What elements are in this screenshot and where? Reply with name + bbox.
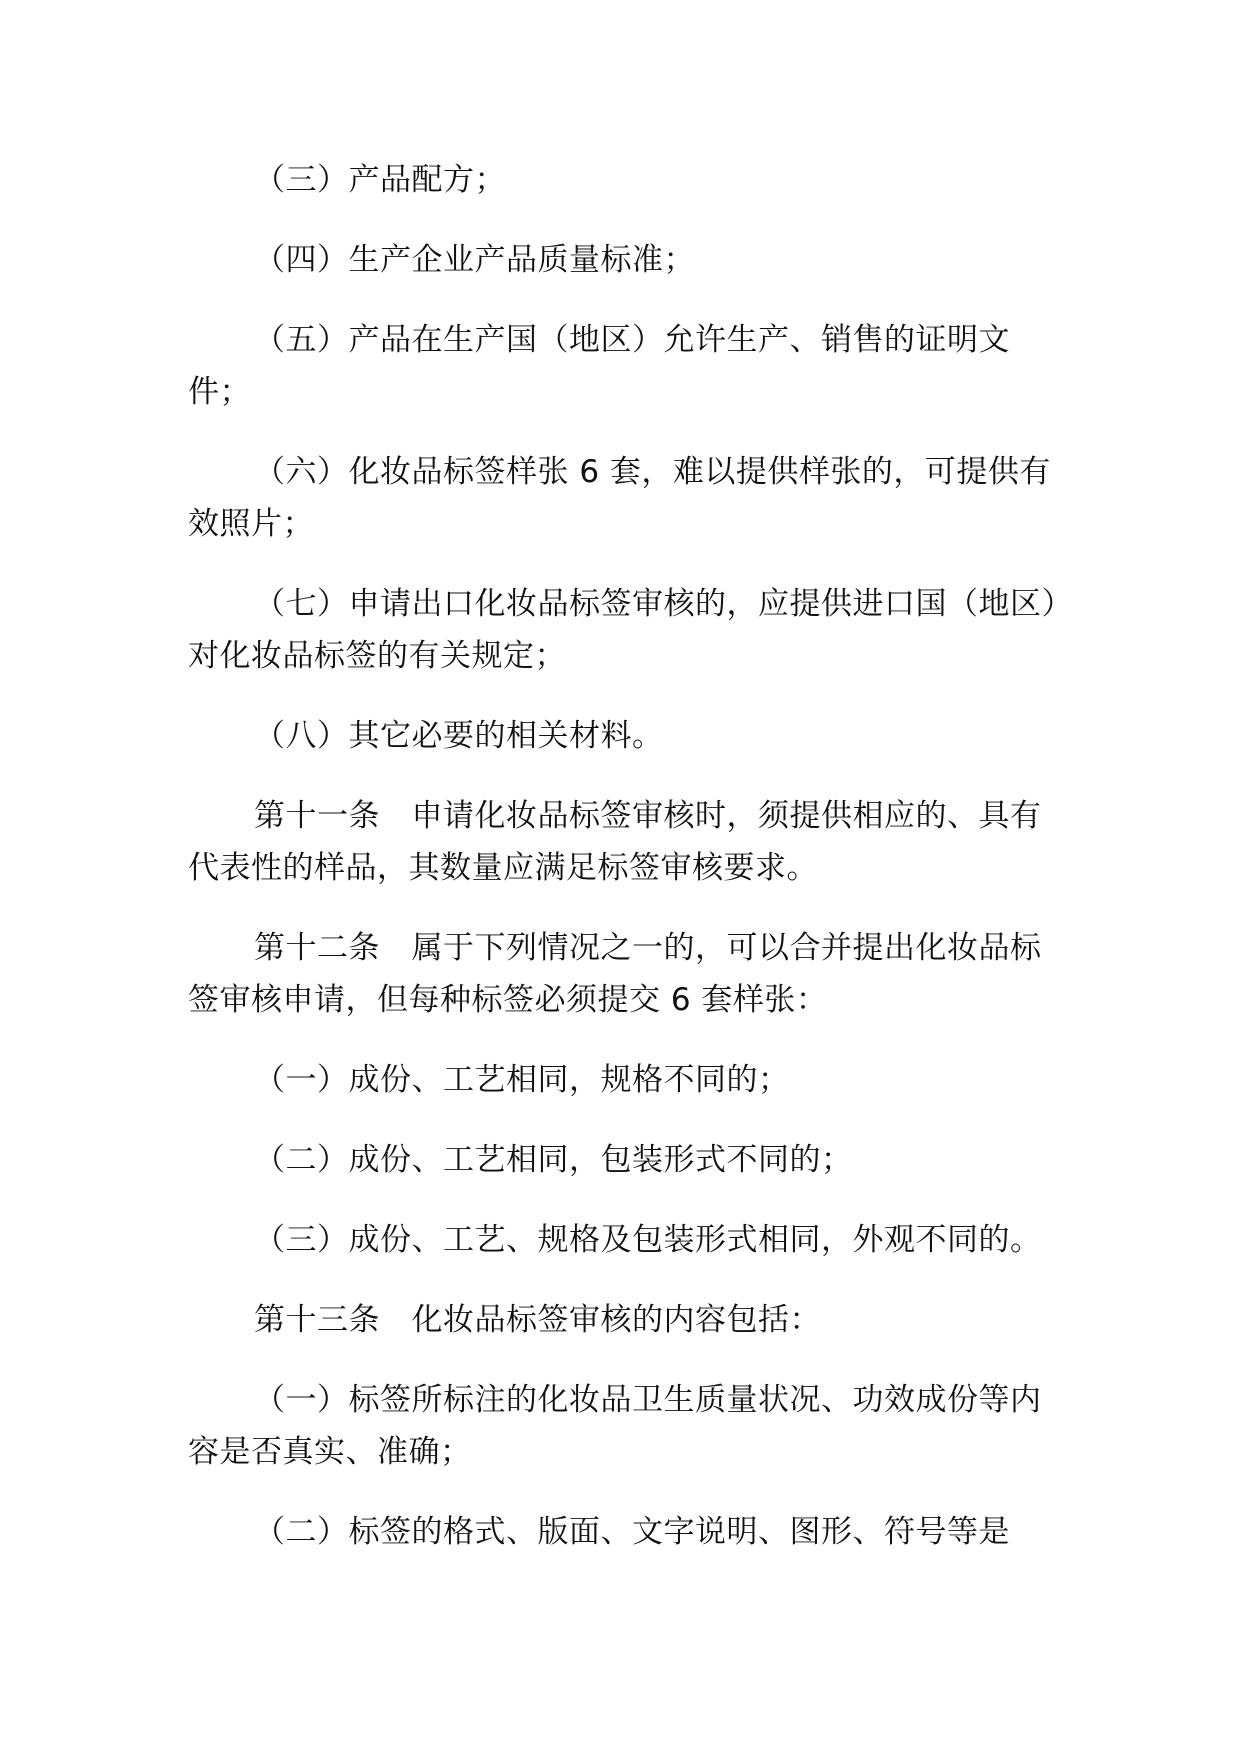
paragraph-item-5-certificate: （五）产品在生产国（地区）允许生产、销售的证明文件；: [188, 322, 1010, 410]
paragraph-item-6-label-samples: （六）化妆品标签样张 6 套，难以提供样张的，可提供有效照片；: [188, 454, 1051, 542]
article-13-item-1: （一）标签所标注的化妆品卫生质量状况、功效成份等内容是否真实、准确；: [188, 1382, 1042, 1470]
article-12-item-3: （三）成份、工艺、规格及包装形式相同，外观不同的。: [254, 1222, 1042, 1258]
document-body: [188, 154, 1058, 1586]
paragraph-item-3-formula: （三）产品配方；: [254, 162, 506, 198]
article-13-item-2: （二）标签的格式、版面、文字说明、图形、符号等是: [254, 1514, 1010, 1550]
paragraph-item-8-other-materials: （八）其它必要的相关材料。: [254, 718, 664, 754]
paragraph-item-7-export-rules: （七）申请出口化妆品标签审核的，应提供进口国（地区）对化妆品标签的有关规定；: [188, 586, 1058, 674]
article-11: 第十一条 申请化妆品标签审核时，须提供相应的、具有代表性的样品，其数量应满足标签审核要求。: [188, 798, 1042, 886]
article-12-item-2: （二）成份、工艺相同，包装形式不同的；: [254, 1142, 853, 1178]
article-12: 第十二条 属于下列情况之一的，可以合并提出化妆品标签审核申请，但每种标签必须提交 6 套样张：: [188, 930, 1042, 1018]
article-12-item-1: （一）成份、工艺相同，规格不同的；: [254, 1062, 790, 1098]
paragraph-item-4-quality-standard: （四）生产企业产品质量标准；: [254, 242, 695, 278]
article-13: 第十三条 化妆品标签审核的内容包括：: [254, 1302, 821, 1338]
